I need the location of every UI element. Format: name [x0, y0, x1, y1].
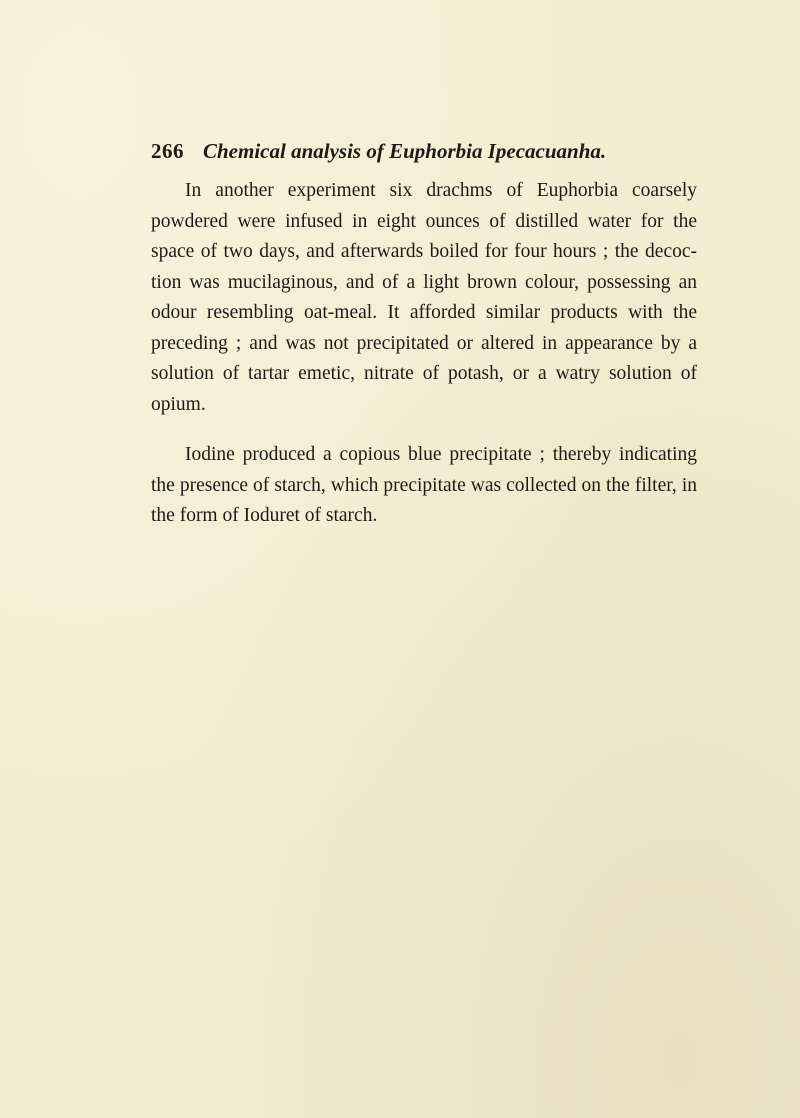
running-title: Chemical analysis of Euphorbia Ipecacuanha. — [203, 139, 607, 163]
body-text — [151, 176, 697, 532]
paragraph: In another experiment six drachms of Euphorbia coarsely powdered were infused in eight ounces of distilled water for the space of two days, and afterwards boiled for four hours ; the decoc-tion was mucilaginous, and of a light brown colour, possessing an odour resembling oat-meal. It afforded similar products with the preceding ; and was not precipitated or altered in appearance by a solution of tartar emetic, nitrate of potash, or a watry solution of opium. — [151, 180, 697, 415]
running-head — [151, 136, 731, 166]
page-number: 266 — [151, 139, 184, 163]
paragraph: Iodine produced a copious blue precipitate ; thereby indicating the presence of starch, which precipitate was collected on the filter, in the form of Ioduret of starch. — [151, 444, 697, 526]
